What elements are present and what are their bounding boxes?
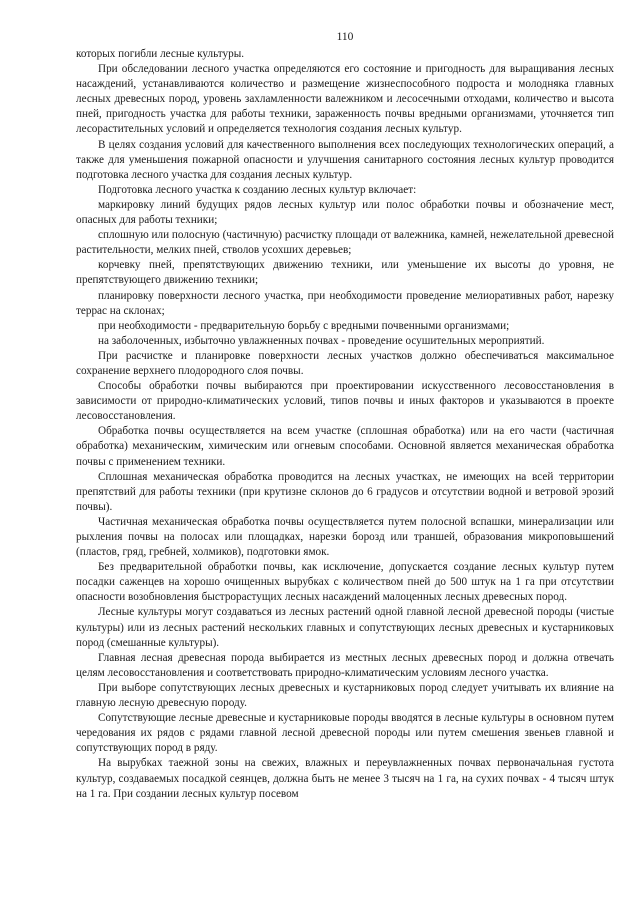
paragraph: Сплошная механическая обработка проводится на лесных участках, не имеющих на всей территории препятствий для работы техники (при крутизне склонов до 6 градусов и отсутствии водной и ветровой эрозий почвы). [76, 470, 614, 513]
document-page [76, 30, 614, 802]
paragraph: Подготовка лесного участка к созданию лесных культур включает: [98, 183, 417, 196]
paragraph: сплошную или полосную (частичную) расчистку площади от валежника, камней, нежелательной древесной растительности, мелких пней, стволов усохших деревьев; [76, 229, 614, 257]
paragraph: на заболоченных, избыточно увлажненных почвах - проведение осушительных мероприятий. [98, 334, 545, 347]
page-number: 110 [336, 31, 354, 43]
paragraph: маркировку линий будущих рядов лесных культур или полос обработки почвы и обозначение мест, опасных для работы техники; [76, 198, 614, 227]
paragraph: которых погибли лесные культуры. [76, 48, 245, 60]
paragraph: На вырубках таежной зоны на свежих, влажных и переувлажненных почвах первоначальная густота культур, создаваемых посадкой сеянцев, должна быть не менее 3 тысяч на 1 га, на сухих почвах - 4 тысяч штук на 1 га. При создании лесных культур посевом [76, 757, 614, 800]
paragraph: В целях создания условий для качественного выполнения всех последующих технологических операций, а также для уменьшения пожарной опасности и улучшения санитарного состояния лесных культур проводится подготовка лесного участка для создания лесных культур. [76, 138, 614, 181]
paragraph: Обработка почвы осуществляется на всем участке (сплошная обработка) или на его части (частичная обработка) механическим, химическим или огневым способами. Основной является механическая обработка почвы с применением техники. [76, 425, 614, 468]
paragraph: при необходимости - предварительную борьбу с вредными почвенными организмами; [98, 319, 510, 332]
paragraph: Лесные культуры могут создаваться из лесных растений одной главной лесной древесной породы (чистые культуры) или из лесных растений нескольких главных и сопутствующих лесных древесных и кустарниковых пород (смешанные культуры). [76, 606, 614, 649]
paragraph: Без предварительной обработки почвы, как исключение, допускается создание лесных культур путем посадки саженцев на хорошо очищенных вырубках с количеством пней до 500 штук на 1 га при отсутствии опасности возобновления быстрорастущих лесных насаждений малоценных лесных древесных пород. [76, 561, 614, 604]
paragraph: При обследовании лесного участка определяются его состояние и пригодность для выращивания лесных насаждений, устанавливаются количество и размещение жизнеспособного подроста и молодняка главных лесных древесных пород, уровень захламленности валежником и лесосечными отходами, количество и высота пней, пригодность участка для работы техники, зараженность почвы вредными организмами, уточняется тип лесорастительных условий и определяется технология создания лесных культур. [76, 63, 614, 136]
paragraph: Частичная механическая обработка почвы осуществляется путем полосной вспашки, минерализации или рыхления почвы на полосах или площадках, нарезки борозд или траншей, образования микроповышений (пластов, гряд, гребней, холмиков), подготовки ямок. [76, 515, 614, 559]
paragraph: Главная лесная древесная порода выбирается из местных лесных древесных пород и должна отвечать целям лесовосстановления и соответствовать природно-климатическим условиям лесного участка. [76, 651, 614, 679]
paragraph: корчевку пней, препятствующих движению техники, или уменьшение их высоты до уровня, не препятствующего движению техники; [76, 259, 614, 287]
paragraph: При выборе сопутствующих лесных древесных и кустарниковых пород следует учитывать их влияние на главную лесную древесную породу. [76, 681, 614, 710]
paragraph: Сопутствующие лесные древесные и кустарниковые породы вводятся в лесные культуры в основном путем чередования их рядов с рядами главной лесной древесной породы или путем смешения звеньев главной и сопутствующих пород в ряду. [76, 712, 614, 755]
document-body [76, 47, 614, 802]
paragraph: При расчистке и планировке поверхности лесных участков должно обеспечиваться максимальное сохранение верхнего плодородного слоя почвы. [76, 349, 614, 377]
paragraph: Способы обработки почвы выбираются при проектировании искусственного лесовосстановления в зависимости от природно-климатических условий, типов почвы и иных факторов и указываются в проекте лесовосстановления. [76, 380, 614, 423]
paragraph: планировку поверхности лесного участка, при необходимости проведение мелиоративных работ, нарезку террас на склонах; [76, 289, 614, 317]
